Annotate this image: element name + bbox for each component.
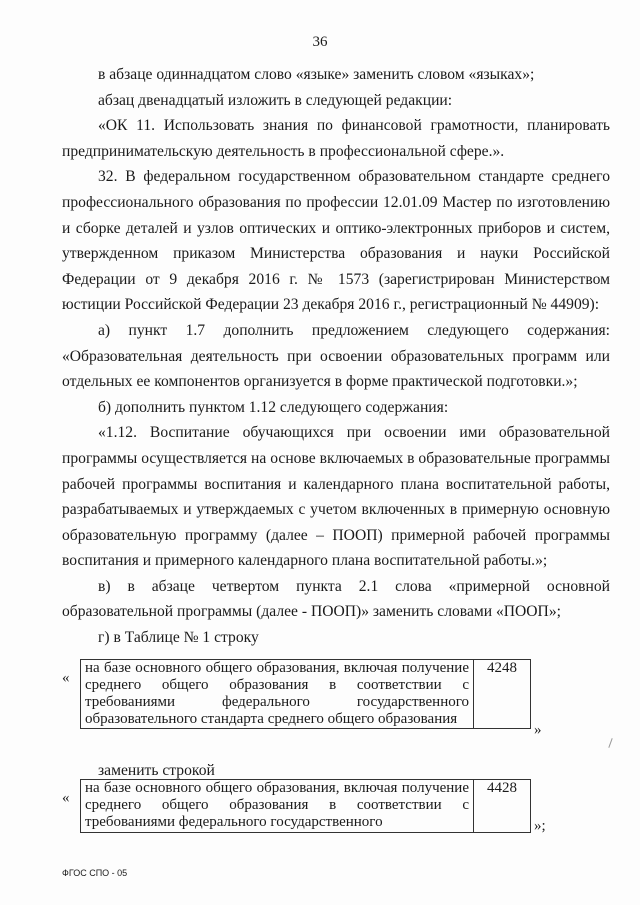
paragraph-7: «1.12. Воспитание обучающихся при освоении ими образовательной программы осуществляется на основе включаемых в образовательные программы рабочей программы воспитания и календарного плана воспитательной работы, разрабатываемых и утверждаемых с учетом включенных в примерную основную образовательную программу (далее – ПООП) примерной рабочей программы воспитания и примерного календарного плана воспитательной работы.»;	[62, 424, 610, 570]
paragraph-5: а) пункт 1.7 дополнить предложением следующего содержания: «Образовательная деятельность при освоении образовательных программ или отдельных ее компонентов организуется в форме практической подготовки.»;	[62, 321, 610, 391]
replace-label: заменить строкой	[98, 762, 215, 779]
paragraph-3: «ОК 11. Использовать знания по финансовой грамотности, планировать предпринимательскую деятельность в профессиональной сфере.».	[62, 117, 610, 160]
table1-close-quote: »	[534, 722, 542, 738]
table1-value-cell: 4248	[474, 660, 531, 729]
table1-open-quote: «	[62, 670, 70, 686]
footer-code: ФГОС СПО - 05	[62, 868, 128, 878]
scan-mark	[608, 738, 612, 748]
table2-value-cell: 4428	[474, 780, 531, 833]
paragraph-8: в) в абзаце четвертом пункта 2.1 слова «примерной основной образовательной программы (далее - ПООП)» заменить словами «ПООП»;	[62, 577, 610, 621]
body-text	[62, 62, 610, 651]
table2-close-quote: »;	[534, 818, 546, 834]
paragraph-4: 32. В федеральном государственном образовательном стандарте среднего профессионального образования по профессии 12.01.09 Мастер по изготовлению и сборке деталей и узлов оптических и оптико-электронных приборов и систем, утвержденном приказом Министерства образования и науки Российской Федерации от 9 декабря 2016 г. № 1573 (зарегистрирован Министерством юстиции Российской Федерации 23 декабря 2016 г., регистрационный № 44909):	[62, 168, 610, 314]
paragraph-2: абзац двенадцатый изложить в следующей редакции:	[98, 91, 453, 109]
table-row-original	[80, 659, 531, 729]
paragraph-9: г) в Таблице № 1 строку	[98, 629, 259, 647]
table-row	[81, 660, 531, 729]
paragraph-6: б) дополнить пунктом 1.12 следующего содержания:	[98, 398, 449, 416]
table-row-replacement	[80, 779, 531, 833]
page-number: 36	[312, 34, 328, 50]
table2-text-cell: на базе основного общего образования, включая получение среднего общего образования в соответствии с требованиями федерального государственного	[81, 780, 474, 833]
table2-open-quote: «	[62, 790, 70, 806]
table-row	[81, 780, 531, 833]
table1-text-cell: на базе основного общего образования, включая получение среднего общего образования в соответствии с требованиями федерального государственного образовательного стандарта среднего общего образования	[81, 660, 474, 729]
paragraph-1: в абзаце одиннадцатом слово «языке» заменить словом «языках»;	[98, 66, 535, 83]
